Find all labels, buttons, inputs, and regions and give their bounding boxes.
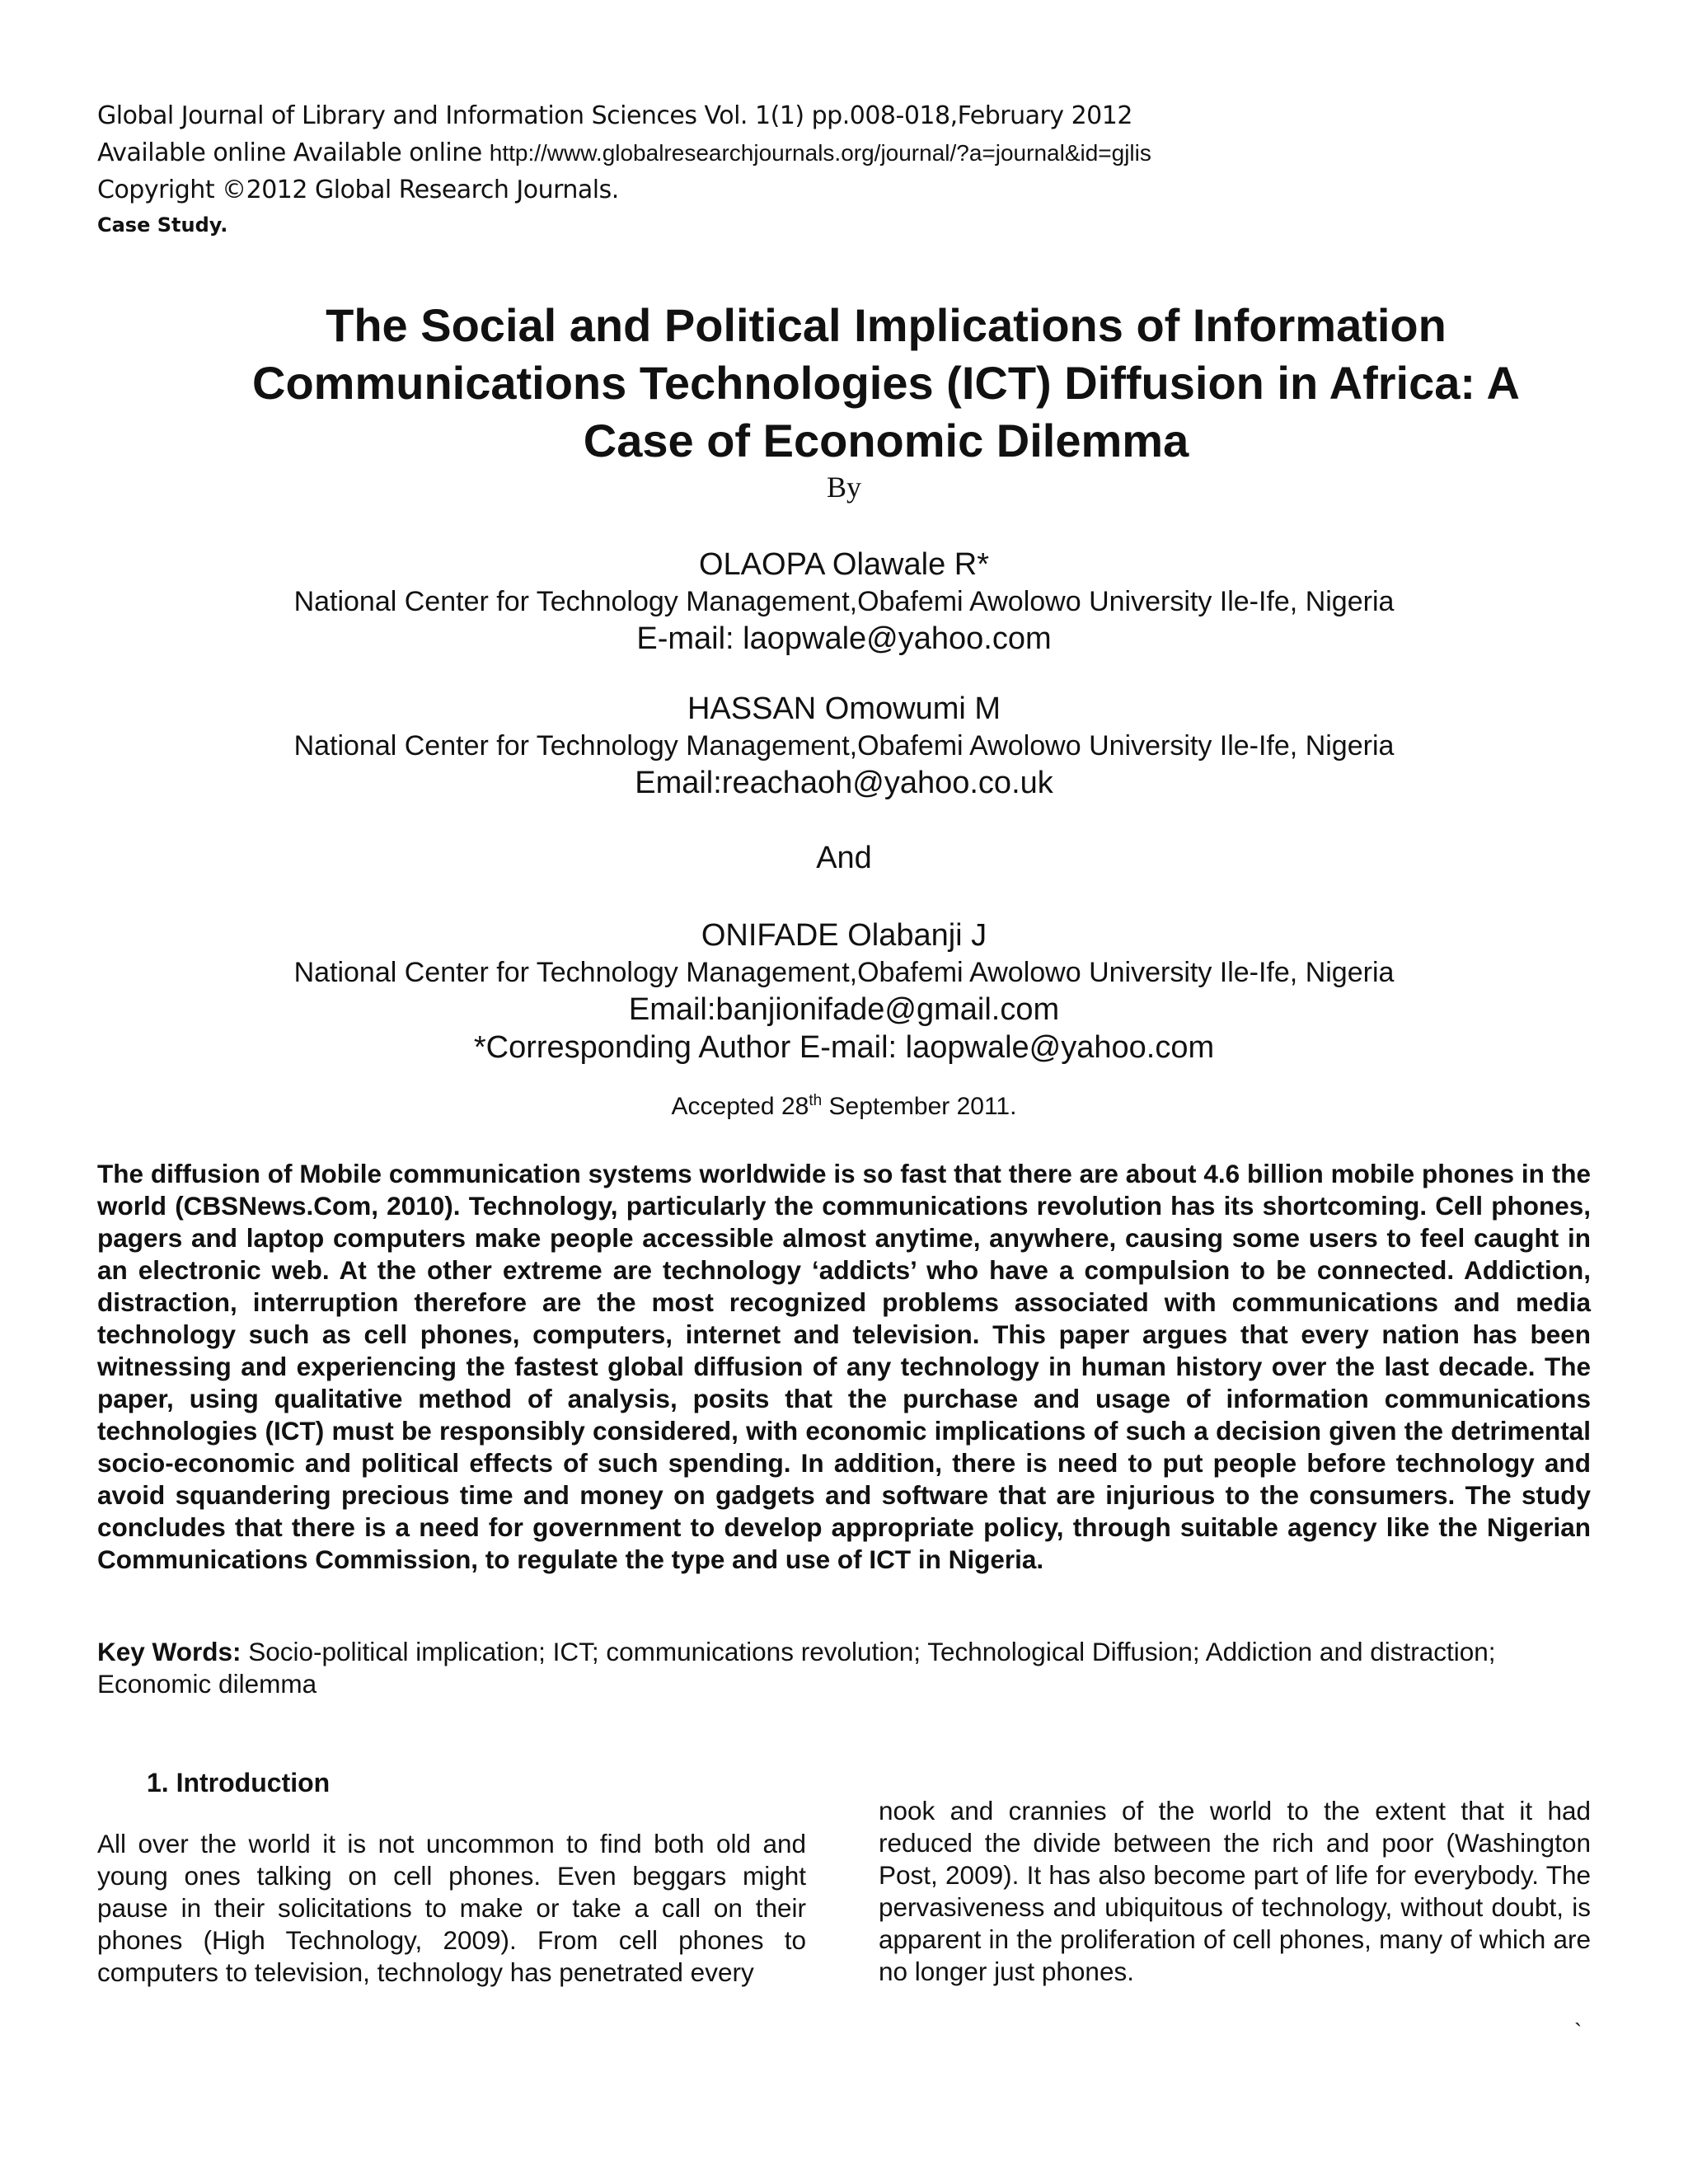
section-heading-introduction: 1. Introduction (147, 1768, 331, 1797)
accepted-prefix: Accepted 28 (671, 1093, 809, 1120)
availability-prefix: Available online Available online (97, 138, 490, 167)
author-block-2 (0, 690, 1688, 802)
by-line: By (826, 471, 861, 504)
article-type: Case Study. (97, 213, 228, 237)
abstract: The diffusion of Mobile communication systems worldwide is so fast that there are about 4.6 billion mobile phones in the world (CBSNews.Com, 2010). Technology, particularly the communications revolution has its shortcoming. Cell phones, pagers and laptop computers make people accessible almost anytime, anywhere, causing some users to feel caught in an electronic web. At the other extreme are technology ‘addicts’ who have a compulsion to be connected. Addiction, distraction, interruption therefore are the most recognized problems associated with communications and media technology such as cell phones, computers, internet and television. This paper argues that every nation has been witnessing and experiencing the fastest global diffusion of any technology in human history over the last decade. The paper, using qualitative method of analysis, posits that the purchase and usage of information communications technologies (ICT) must be responsibly considered, with economic implications of such a decision given the detrimental socio-economic and political effects of such spending. In addition, there is need to put people before technology and avoid squandering precious time and money on gadgets and software that are injurious to the consumers. The study concludes that there is a need for government to develop appropriate policy, through suitable agency like the Nigerian Communications Commission, to regulate the type and use of ICT in Nigeria. (97, 1159, 1591, 1574)
author-name: HASSAN Omowumi M (687, 691, 1001, 726)
intro-left-column: All over the world it is not uncommon to find both old and young ones talking on cell phones. Even beggars might pause in their solicitations to make or take a call on their phones (High Technology, 2009). From cell phones to computers to television, technology has penetrated every (97, 1829, 806, 1987)
intro-right-column: nook and crannies of the world to the extent that it had reduced the divide between the rich and poor (Washington Post, 2009). It has also become part of life for everybody. The pervasiveness and ubiquitous of technology, without doubt, is apparent in the proliferation of cell phones, many of which are no longer just phones. (879, 1796, 1591, 1986)
author-block-3 (0, 916, 1688, 1066)
availability-line (97, 134, 1581, 171)
accepted-suffix: September 2011. (822, 1093, 1017, 1120)
journal-header (97, 97, 1581, 241)
title-line-3: Case of Economic Dilemma (583, 415, 1189, 466)
title-line-2: Communications Technologies (ICT) Diffusion in Africa: A (252, 357, 1520, 409)
keywords-text: Socio-political implication; ICT; communications revolution; Technological Diffusion; Addiction and distraction; Economic dilemma (97, 1637, 1496, 1699)
author-affiliation: National Center for Technology Management,Obafemi Awolowo University Ile-Ife, Nigeria (293, 586, 1395, 617)
stray-mark: ` (1574, 2019, 1582, 2045)
author-email[interactable]: E-mail: laopwale@yahoo.com (636, 621, 1052, 656)
accepted-date (0, 1092, 1688, 1121)
paper-title (124, 297, 1648, 470)
author-email[interactable]: Email:banjionifade@gmail.com (628, 992, 1060, 1027)
author-affiliation: National Center for Technology Management,Obafemi Awolowo University Ile-Ife, Nigeria (293, 730, 1395, 762)
journal-url-link[interactable]: http://www.globalresearchjournals.org/journal/?a=journal&id=gjlis (489, 140, 1151, 166)
keywords (97, 1636, 1591, 1700)
author-name: ONIFADE Olabanji J (701, 918, 987, 953)
accepted-sup: th (809, 1092, 823, 1109)
copyright-line: Copyright ©2012 Global Research Journals. (97, 176, 619, 204)
author-block-1 (0, 546, 1688, 658)
corresponding-author: *Corresponding Author E-mail: laopwale@yahoo.com (473, 1030, 1215, 1065)
title-line-1: The Social and Political Implications of Information (326, 299, 1447, 351)
author-affiliation: National Center for Technology Management,Obafemi Awolowo University Ile-Ife, Nigeria (293, 957, 1395, 988)
and-separator: And (816, 841, 872, 875)
author-email[interactable]: Email:reachaoh@yahoo.co.uk (635, 766, 1053, 800)
journal-citation: Global Journal of Library and Information Sciences Vol. 1(1) pp.008-018,February 2012 (97, 101, 1132, 130)
author-name: OLAOPA Olawale R* (698, 547, 989, 582)
keywords-label: Key Words: (97, 1637, 241, 1666)
